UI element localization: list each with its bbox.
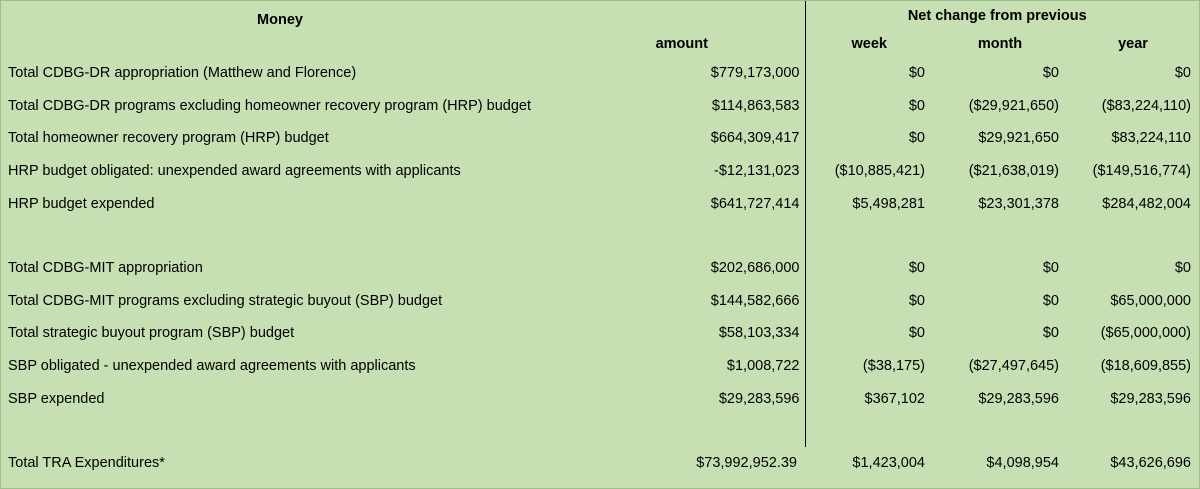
total-month-cell[interactable]: $4,098,954 <box>986 455 1059 472</box>
month-cell[interactable]: ($27,497,645) <box>968 358 1059 375</box>
month-header[interactable]: month <box>977 36 1023 52</box>
empty-cell[interactable] <box>1067 220 1199 252</box>
table-row <box>1 285 1199 318</box>
empty-cell[interactable] <box>933 415 1067 447</box>
empty-cell[interactable] <box>805 220 933 252</box>
amount-cell[interactable]: -$12,131,023 <box>559 155 805 188</box>
total-row <box>1 447 1199 480</box>
week-header[interactable]: week <box>851 36 887 52</box>
row-label[interactable]: Total strategic buyout program (SBP) budget <box>8 325 295 342</box>
amount-cell[interactable]: $641,727,414 <box>559 187 805 220</box>
year-cell[interactable]: $83,224,110 <box>1111 130 1191 147</box>
header-row-1 <box>1 1 1199 31</box>
table-row <box>1 57 1199 90</box>
table-row <box>1 350 1199 383</box>
month-cell[interactable]: $0 <box>1042 65 1059 82</box>
empty-cell[interactable] <box>933 220 1067 252</box>
money-header[interactable]: Money <box>257 12 303 28</box>
year-cell[interactable]: $0 <box>1174 65 1191 82</box>
blank-row <box>1 415 1199 447</box>
year-cell[interactable]: $29,283,596 <box>1110 390 1191 407</box>
empty-cell[interactable] <box>1 220 559 252</box>
amount-cell[interactable]: $1,008,722 <box>559 350 805 383</box>
year-cell[interactable]: $65,000,000 <box>1110 292 1191 309</box>
empty-cell[interactable] <box>805 415 933 447</box>
row-label[interactable]: Total homeowner recovery program (HRP) budget <box>8 130 329 147</box>
amount-cell[interactable]: $58,103,334 <box>559 317 805 350</box>
month-cell[interactable]: $29,921,650 <box>978 130 1059 147</box>
year-header[interactable]: year <box>1118 36 1148 52</box>
year-cell[interactable]: ($83,224,110) <box>1101 97 1191 114</box>
net-change-header[interactable]: Net change from previous <box>907 8 1087 24</box>
month-cell[interactable]: ($29,921,650) <box>968 97 1059 114</box>
week-cell[interactable]: $0 <box>908 260 925 277</box>
week-cell[interactable]: $5,498,281 <box>852 195 925 212</box>
blank-row <box>1 220 1199 252</box>
table-row <box>1 187 1199 220</box>
month-cell[interactable]: $23,301,378 <box>978 195 1059 212</box>
row-label[interactable]: Total CDBG-MIT appropriation <box>8 260 203 277</box>
week-cell[interactable]: $0 <box>908 292 925 309</box>
week-cell[interactable]: $0 <box>908 130 925 147</box>
amount-cell[interactable]: $114,863,583 <box>559 90 805 123</box>
amount-header[interactable]: amount <box>559 31 805 57</box>
year-cell[interactable]: ($18,609,855) <box>1100 358 1191 375</box>
total-year-cell[interactable]: $43,626,696 <box>1110 455 1191 472</box>
year-cell[interactable]: $0 <box>1174 260 1191 277</box>
amount-header-top[interactable] <box>559 1 805 31</box>
week-cell[interactable]: $0 <box>908 325 925 342</box>
month-cell[interactable]: $0 <box>1042 325 1059 342</box>
week-cell[interactable]: $0 <box>908 65 925 82</box>
month-cell[interactable]: $29,283,596 <box>978 390 1059 407</box>
row-label[interactable]: HRP budget expended <box>8 195 155 212</box>
row-label[interactable]: Total CDBG-MIT programs excluding strategic buyout (SBP) budget <box>8 292 443 309</box>
row-label[interactable]: SBP expended <box>8 390 105 407</box>
empty-cell[interactable] <box>1067 415 1199 447</box>
empty-cell[interactable] <box>559 415 805 447</box>
empty-cell[interactable] <box>559 220 805 252</box>
table-row <box>1 90 1199 123</box>
table-row <box>1 252 1199 285</box>
month-cell[interactable]: $0 <box>1042 292 1059 309</box>
row-label[interactable]: HRP budget obligated: unexpended award agreements with applicants <box>8 163 461 180</box>
week-cell[interactable]: ($38,175) <box>862 358 925 375</box>
amount-cell[interactable]: $779,173,000 <box>559 57 805 90</box>
total-amount-cell[interactable]: $73,992,952.39 <box>696 455 797 472</box>
row-label[interactable]: SBP obligated - unexpended award agreements with applicants <box>8 358 416 375</box>
table-row <box>1 155 1199 188</box>
week-cell[interactable]: $367,102 <box>864 390 925 407</box>
amount-cell[interactable]: $202,686,000 <box>559 252 805 285</box>
amount-cell[interactable]: $144,582,666 <box>559 285 805 318</box>
empty-cell[interactable] <box>1 415 559 447</box>
month-cell[interactable]: $0 <box>1042 260 1059 277</box>
row-label[interactable]: Total CDBG-DR programs excluding homeowner recovery program (HRP) budget <box>8 97 532 114</box>
year-cell[interactable]: ($65,000,000) <box>1100 325 1191 342</box>
week-cell[interactable]: ($10,885,421) <box>834 163 925 180</box>
amount-cell[interactable]: $29,283,596 <box>559 382 805 415</box>
month-cell[interactable]: ($21,638,019) <box>968 163 1059 180</box>
year-cell[interactable]: ($149,516,774) <box>1092 163 1191 180</box>
total-label[interactable]: Total TRA Expenditures* <box>8 455 165 472</box>
amount-cell[interactable]: $664,309,417 <box>559 122 805 155</box>
table-row <box>1 317 1199 350</box>
total-week-cell[interactable]: $1,423,004 <box>852 455 925 472</box>
row-label[interactable]: Total CDBG-DR appropriation (Matthew and Florence) <box>8 65 357 82</box>
money-table <box>1 1 1199 480</box>
table-row <box>1 382 1199 415</box>
table-row <box>1 122 1199 155</box>
week-cell[interactable]: $0 <box>908 97 925 114</box>
year-cell[interactable]: $284,482,004 <box>1102 195 1191 212</box>
